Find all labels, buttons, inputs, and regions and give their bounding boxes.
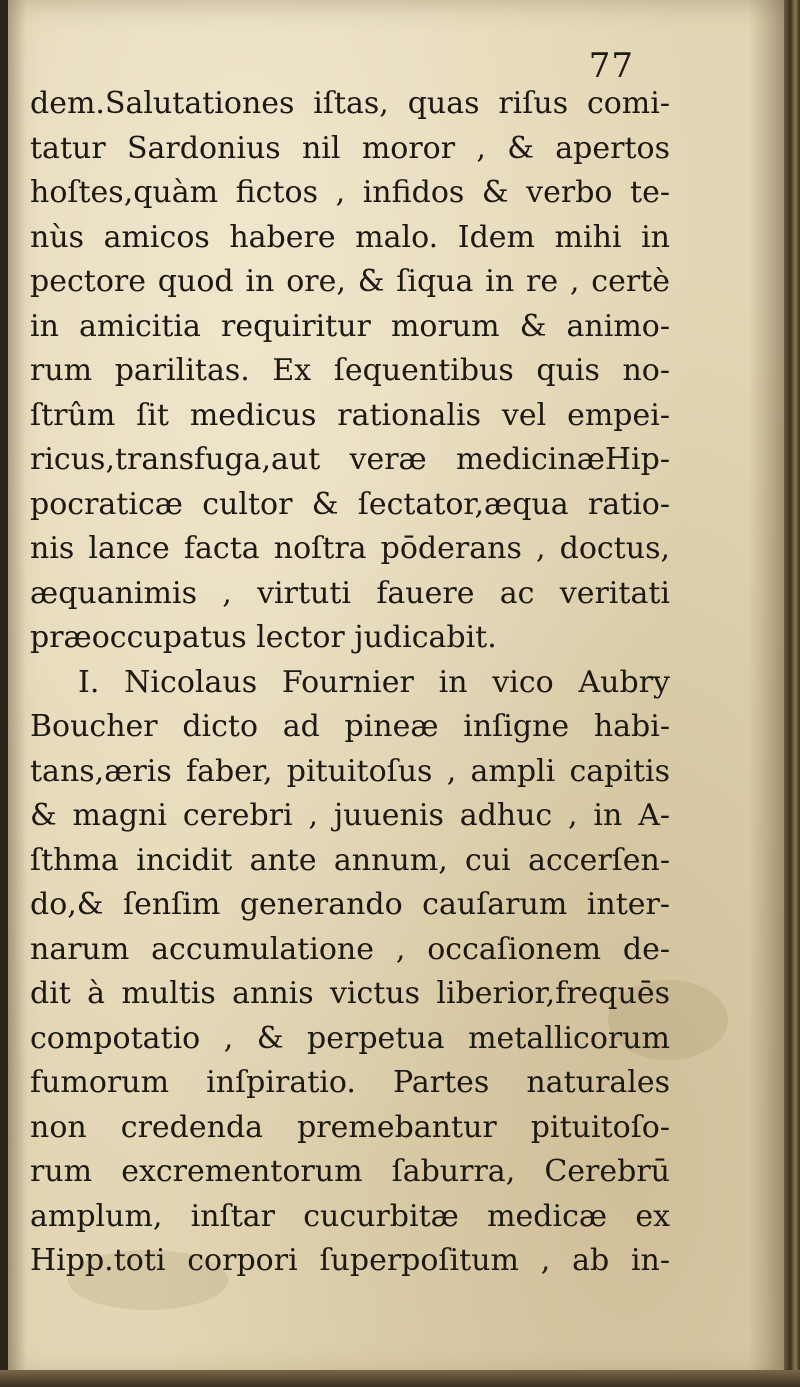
text-line: dem.Salutationes iſtas, quas riſus comi-	[30, 86, 670, 121]
text-line: pocraticæ cultor & ſectator,æqua ratio-	[30, 486, 670, 522]
book-spine-edge	[784, 0, 800, 1387]
text-line: hoſtes,quàm fictos , infidos & verbo te-	[30, 175, 670, 210]
text-line: nùs amicos habere malo. Idem mihi in	[30, 219, 670, 255]
text-line: pectore quod in ore, & ſiqua in re , certè	[30, 264, 670, 299]
text-line: rum parilitas. Ex ſequentibus quis no-	[30, 353, 670, 388]
text-line: amplum, inſtar cucurbitæ medicæ ex	[30, 1198, 670, 1234]
text-line: præoccupatus lector judicabit.	[30, 620, 497, 655]
body-text	[30, 82, 670, 1284]
text-line: Hipp.toti corpori ſuperpoſitum , ab in-	[30, 1243, 670, 1278]
text-line: ſtrûm ſit medicus rationalis vel empei-	[30, 397, 670, 433]
text-line: fumorum inſpiratio. Partes naturales	[30, 1065, 670, 1100]
text-line: nis lance facta noſtra pōderans , doctus,	[30, 531, 670, 566]
text-line: ricus,transfuga,aut veræ medicinæHip-	[30, 442, 670, 477]
text-line: Boucher dicto ad pineæ inſigne habi-	[30, 709, 670, 744]
text-line: tatur Sardonius nil moror , & apertos	[30, 130, 670, 166]
book-page	[8, 0, 784, 1380]
paragraph-start-line: I. Nicolaus Fournier in vico Aubry	[78, 664, 670, 700]
text-line: rum excrementorum ſaburra, Cerebrū	[30, 1154, 670, 1189]
book-bottom-edge	[0, 1370, 800, 1387]
text-line: compotatio , & perpetua metallicorum	[30, 1020, 670, 1056]
text-line: & magni cerebri , juuenis adhuc , in A-	[30, 798, 670, 833]
text-line: æquanimis , virtuti fauere ac veritati	[30, 575, 670, 611]
text-line: do,& ſenſim generando cauſarum inter-	[30, 887, 670, 922]
text-line: ſthma incidit ante annum, cui accerſen-	[30, 842, 670, 878]
text-line: dit à multis annis victus liberior,frequēs	[30, 976, 670, 1011]
page-number: 77	[588, 46, 634, 86]
text-line: in amicitia requiritur morum & animo-	[30, 308, 670, 344]
text-line: narum accumulatione , occaſionem de-	[30, 931, 670, 967]
text-line: non credenda premebantur pituitoſo-	[30, 1109, 670, 1145]
text-line: tans,æris faber, pituitoſus , ampli capitis	[30, 753, 670, 789]
